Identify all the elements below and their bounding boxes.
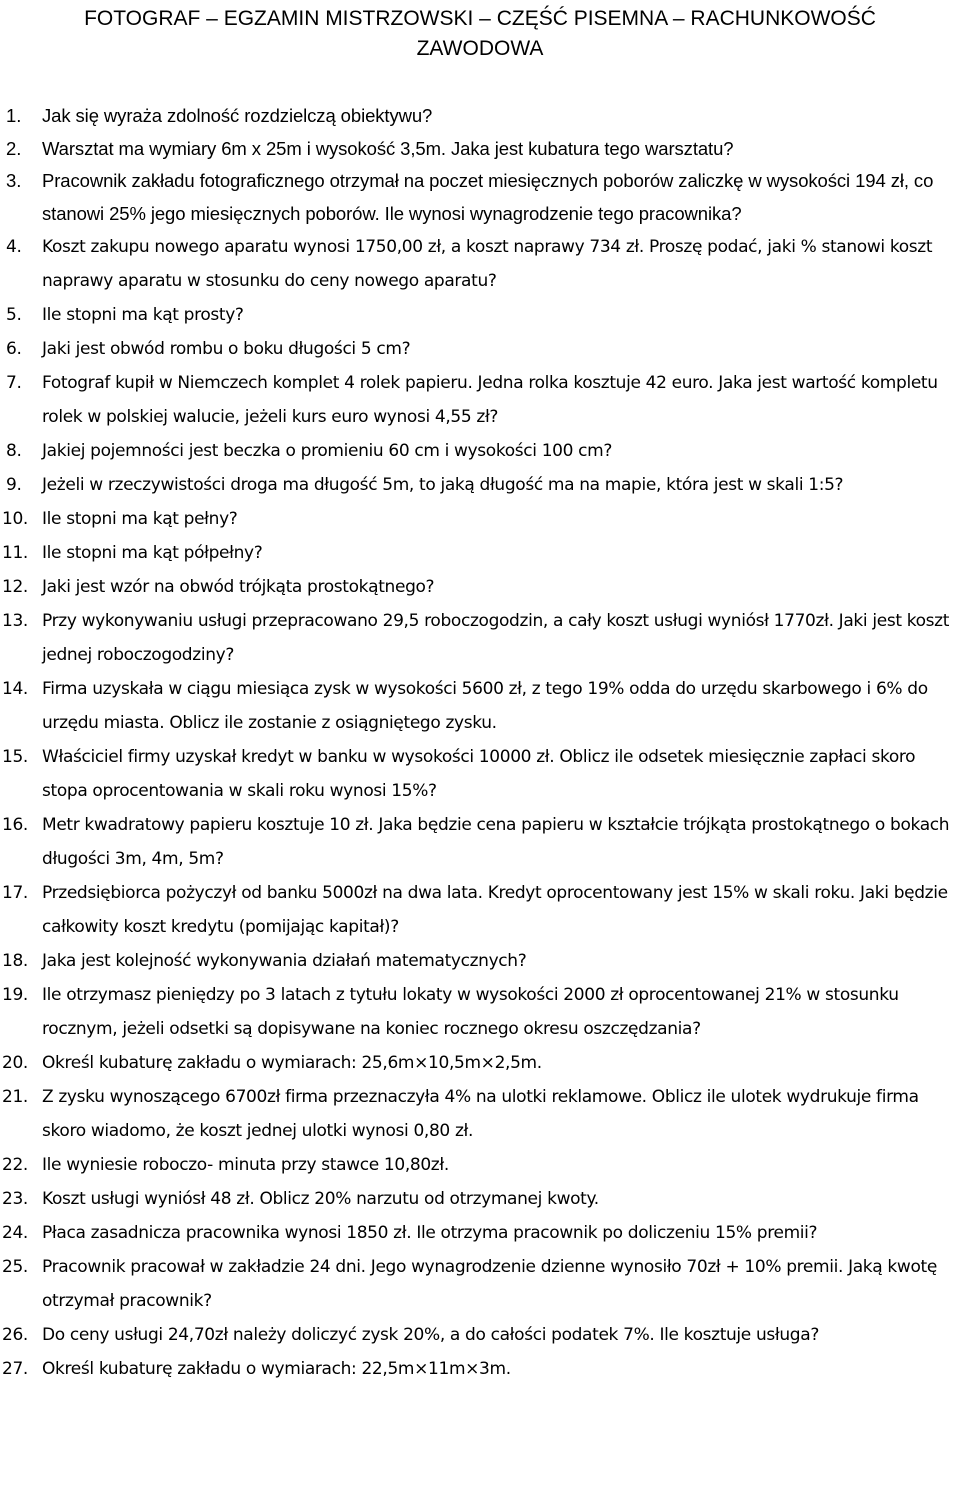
question-number: 13.	[2, 611, 28, 631]
question-text: Jakiej pojemności jest beczka o promieniu 60 cm i wysokości 100 cm?	[42, 441, 613, 461]
question-list	[0, 100, 960, 1386]
question-item	[0, 1046, 960, 1080]
question-item	[0, 570, 960, 604]
question-number: 12.	[2, 577, 28, 597]
question-item	[0, 1182, 960, 1216]
question-number: 9.	[6, 475, 22, 495]
question-item	[0, 1148, 960, 1182]
question-item	[0, 1352, 960, 1386]
title-line-2: ZAWODOWA	[416, 37, 544, 60]
question-number: 3.	[6, 170, 22, 191]
question-number: 11.	[2, 543, 28, 563]
question-number: 26.	[2, 1325, 28, 1345]
question-text: Fotograf kupił w Niemczech komplet 4 rolek papieru. Jedna rolka kosztuje 42 euro. Jaka jest wartość kompletu rolek w polskiej walucie, jeżeli kurs euro wynosi 4,55 zł?	[42, 373, 938, 427]
question-number: 24.	[2, 1223, 28, 1243]
question-item	[0, 808, 960, 876]
question-item	[0, 366, 960, 434]
question-text: Ile wyniesie roboczo- minuta przy stawce 10,80zł.	[42, 1155, 449, 1175]
question-number: 6.	[6, 339, 22, 359]
question-text: Ile stopni ma kąt półpełny?	[42, 543, 263, 563]
question-item	[0, 230, 960, 298]
question-number: 27.	[2, 1359, 28, 1379]
question-text: Przedsiębiorca pożyczył od banku 5000zł na dwa lata. Kredyt oprocentowany jest 15% w skali roku. Jaki będzie całkowity koszt kredytu (pomijając kapitał)?	[42, 883, 948, 937]
question-number: 2.	[6, 137, 22, 159]
question-text: Określ kubaturę zakładu o wymiarach: 25,6m×10,5m×2,5m.	[42, 1053, 542, 1073]
question-text: Pracownik zakładu fotograficznego otrzymał na poczet miesięcznych poborów zaliczkę w wysokości 194 zł, co stanowi 25% jego miesięcznych poborów. Ile wynosi wynagrodzenie tego pracownika?	[42, 170, 934, 224]
question-text: Jeżeli w rzeczywistości droga ma długość 5m, to jaką długość ma na mapie, która jest w skali 1:5?	[42, 475, 844, 495]
question-item	[0, 672, 960, 740]
question-item	[0, 1080, 960, 1148]
question-number: 17.	[2, 883, 28, 903]
question-number: 7.	[6, 373, 22, 393]
question-number: 4.	[6, 237, 22, 257]
question-text: Jaka jest kolejność wykonywania działań matematycznych?	[42, 951, 527, 971]
question-text: Pracownik pracował w zakładzie 24 dni. Jego wynagrodzenie dzienne wynosiło 70zł + 10% premii. Jaką kwotę otrzymał pracownik?	[42, 1257, 937, 1311]
question-text: Koszt zakupu nowego aparatu wynosi 1750,00 zł, a koszt naprawy 734 zł. Proszę podać, jaki % stanowi koszt naprawy aparatu w stosunku do ceny nowego aparatu?	[42, 237, 933, 291]
question-text: Metr kwadratowy papieru kosztuje 10 zł. Jaka będzie cena papieru w kształcie trójkąta prostokątnego o bokach długości 3m, 4m, 5m?	[42, 815, 950, 869]
question-item	[0, 604, 960, 672]
question-text: Warsztat ma wymiary 6m x 25m i wysokość 3,5m. Jaka jest kubatura tego warsztatu?	[42, 137, 734, 159]
question-number: 1.	[6, 105, 22, 126]
question-item	[0, 133, 960, 166]
question-number: 20.	[2, 1053, 28, 1073]
question-item	[0, 502, 960, 536]
question-item	[0, 165, 960, 230]
question-text: Jaki jest obwód rombu o boku długości 5 cm?	[42, 339, 411, 359]
question-text: Z zysku wynoszącego 6700zł firma przeznaczyła 4% na ulotki reklamowe. Oblicz ile ulotek wydrukuje firma skoro wiadomo, że koszt jednej ulotki wynosi 0,80 zł.	[42, 1087, 919, 1141]
question-number: 10.	[2, 509, 28, 529]
question-text: Płaca zasadnicza pracownika wynosi 1850 zł. Ile otrzyma pracownik po doliczeniu 15% premii?	[42, 1223, 818, 1243]
question-number: 22.	[2, 1155, 28, 1175]
question-item	[0, 298, 960, 332]
question-text: Jak się wyraża zdolność rozdzielczą obiektywu?	[42, 105, 433, 126]
question-number: 23.	[2, 1189, 28, 1209]
question-text: Firma uzyskała w ciągu miesiąca zysk w wysokości 5600 zł, z tego 19% odda do urzędu skarbowego i 6% do urzędu miasta. Oblicz ile zostanie z osiągniętego zysku.	[42, 679, 928, 733]
question-number: 21.	[2, 1087, 28, 1107]
question-text: Ile otrzymasz pieniędzy po 3 latach z tytułu lokaty w wysokości 2000 zł oprocentowanej 21% w stosunku rocznym, jeżeli odsetki są dopisywane na koniec rocznego okresu oszczędzania?	[42, 985, 899, 1039]
question-text: Przy wykonywaniu usługi przepracowano 29,5 roboczogodzin, a cały koszt usługi wyniósł 1770zł. Jaki jest koszt jednej roboczogodziny?	[42, 611, 950, 665]
question-number: 15.	[2, 747, 28, 767]
question-number: 18.	[2, 951, 28, 971]
question-item	[0, 332, 960, 366]
question-item	[0, 876, 960, 944]
question-item	[0, 1216, 960, 1250]
question-item	[0, 740, 960, 808]
question-number: 5.	[6, 305, 22, 325]
title-line-1: FOTOGRAF – EGZAMIN MISTRZOWSKI – CZĘŚĆ PISEMNA – RACHUNKOWOŚĆ	[84, 7, 876, 30]
question-number: 14.	[2, 679, 28, 699]
question-number: 8.	[6, 441, 22, 461]
question-item	[0, 944, 960, 978]
question-number: 25.	[2, 1257, 28, 1277]
question-number: 19.	[2, 985, 28, 1005]
question-item	[0, 468, 960, 502]
question-text: Koszt usługi wyniósł 48 zł. Oblicz 20% narzutu od otrzymanej kwoty.	[42, 1189, 599, 1209]
question-text: Do ceny usługi 24,70zł należy doliczyć zysk 20%, a do całości podatek 7%. Ile kosztuje usługa?	[42, 1325, 819, 1345]
question-item	[0, 1250, 960, 1318]
question-item	[0, 536, 960, 570]
question-item	[0, 978, 960, 1046]
question-text: Ile stopni ma kąt pełny?	[42, 509, 238, 529]
question-text: Ile stopni ma kąt prosty?	[42, 305, 244, 325]
question-text: Właściciel firmy uzyskał kredyt w banku w wysokości 10000 zł. Oblicz ile odsetek miesięcznie zapłaci skoro stopa oprocentowania w skali roku wynosi 15%?	[42, 747, 916, 801]
question-item	[0, 1318, 960, 1352]
question-text: Określ kubaturę zakładu o wymiarach: 22,5m×11m×3m.	[42, 1359, 511, 1379]
document-title	[0, 4, 960, 64]
question-item	[0, 434, 960, 468]
question-text: Jaki jest wzór na obwód trójkąta prostokątnego?	[42, 577, 435, 597]
question-item	[0, 100, 960, 133]
question-number: 16.	[2, 815, 28, 835]
